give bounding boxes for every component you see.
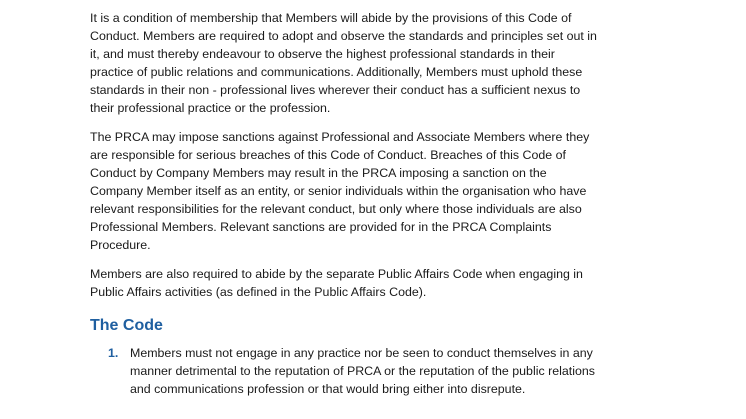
- text-line: and communications profession or that would bring either into disrepute.: [130, 382, 526, 396]
- text-line: Procedure.: [90, 238, 151, 252]
- paragraph-sanctions: [90, 128, 690, 254]
- text-line: The PRCA may impose sanctions against Professional and Associate Members where they: [90, 130, 590, 144]
- text-line: It is a condition of membership that Members will abide by the provisions of this Code of: [90, 11, 572, 25]
- text-line: Conduct by Company Members may result in the PRCA imposing a sanction on the: [90, 166, 547, 180]
- text-line: Public Affairs activities (as defined in the Public Affairs Code).: [90, 285, 427, 299]
- text-line: are responsible for serious breaches of this Code of Conduct. Breaches of this Code of: [90, 148, 566, 162]
- paragraph-public-affairs: [90, 265, 690, 301]
- text-line: Professional Members. Relevant sanctions are provided for in the PRCA Complaints: [90, 220, 552, 234]
- paragraph-membership-condition: [90, 9, 690, 117]
- code-list: [90, 344, 690, 398]
- text-line: Members must not engage in any practice nor be seen to conduct themselves in any: [130, 346, 593, 360]
- section-heading: The Code: [90, 317, 163, 334]
- text-line: manner detrimental to the reputation of PRCA or the reputation of the public relations: [130, 364, 595, 378]
- text-line: practice of public relations and communications. Additionally, Members must uphold these: [90, 65, 583, 79]
- text-line: relevant responsibilities for the relevant conduct, but only where those individuals are also: [90, 202, 582, 216]
- list-item: [90, 344, 690, 398]
- text-line: Company Member itself as an entity, or senior individuals within the organisation who have: [90, 184, 587, 198]
- list-item-number: 1.: [108, 346, 119, 360]
- document-page: [90, 9, 690, 398]
- text-line: Conduct. Members are required to adopt and observe the standards and principles set out in: [90, 29, 597, 43]
- text-line: it, and must thereby endeavour to observe the highest professional standards in their: [90, 47, 555, 61]
- text-line: standards in their non - professional lives wherever their conduct has a sufficient nexus to: [90, 83, 581, 97]
- text-line: Members are also required to abide by the separate Public Affairs Code when engaging in: [90, 267, 583, 281]
- text-line: their professional practice or the profession.: [90, 101, 331, 115]
